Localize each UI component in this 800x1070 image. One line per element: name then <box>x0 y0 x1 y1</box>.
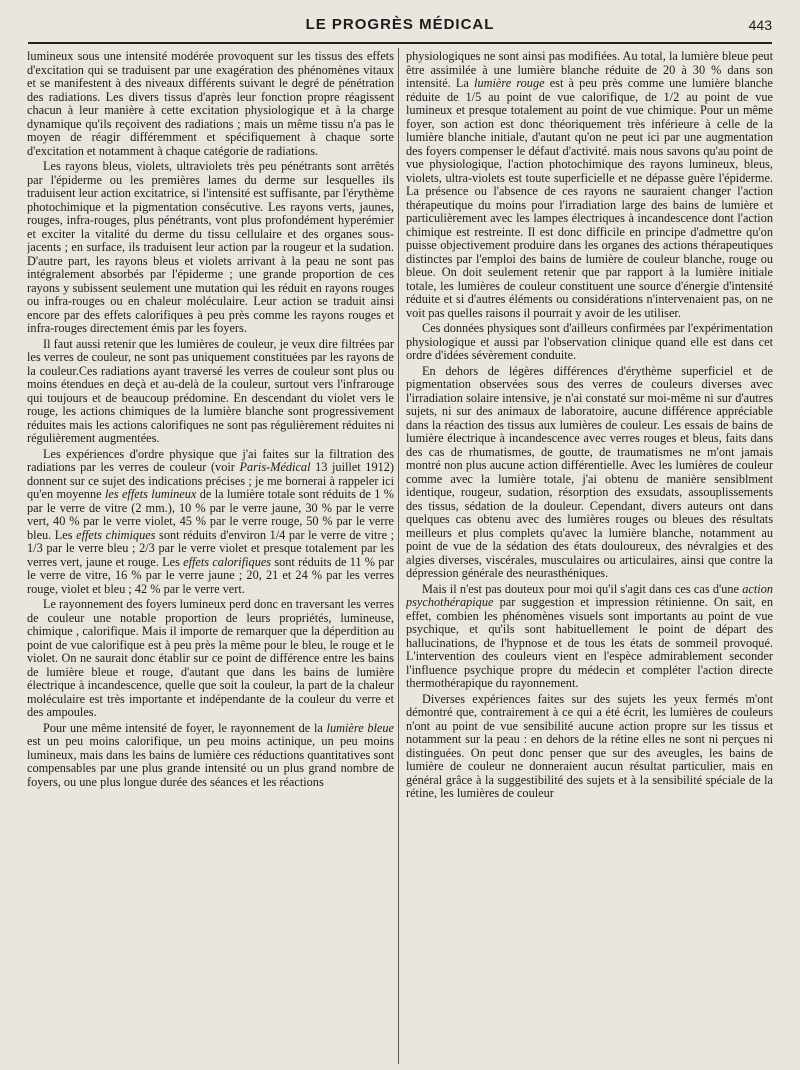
text-run: Ces données physiques sont d'ailleurs confirmées par l'expérimentation physiologique et aussi par l'observation clinique quand elle est dans cet ordre d'idées sévèrement conduite. <box>406 321 773 362</box>
paragraph <box>27 598 394 720</box>
italic-text: Paris-Médical <box>239 460 311 474</box>
italic-text: lumière rouge <box>474 76 545 90</box>
italic-text: les effets lumineux <box>104 487 197 501</box>
text-run: lumineux sous une intensité modérée provoquent sur les tissus des effets d'excitation qui se traduisent par une exagération des phénomènes vitaux et se manifestent à des niveaux différents suivant le degré de pénétration des radiations. Les divers tissus d'après leur fonction propre réagissent chacun à leur manière à cette excitation physiologique et à la charge dynamique qu'ils reçoivent des radiations ; mais un même tissu n'a pas le moyen de réagir différemment et spécifiquement à chaque sorte d'excitation et notamment à chaque catégorie de radiations. <box>27 50 394 158</box>
paragraph <box>406 693 773 801</box>
text-run: Il faut aussi retenir que les lumières de couleur, je veux dire filtrées par les verres de couleur, ne sont pas uniquement constituées par les rayons de la couleur.Ces radiations ayant traversé les verres de couleur sont plus ou moins étendues en deçà et au-delà de la couleur, surtout vers l'infrarouge qui toujours et de beaucoup prédomine. En descendant du violet vers le rouge, les actions chimiques de la lumière blanche sont progressivement réduites mais les actions calorifiques ne sont pas régulièrement réduites ni régulièrement augmentées. <box>27 336 394 445</box>
text-run: 13 juillet 1912) donnent sur ce sujet des indications précises ; je me bornerai à rappeler ici qu'en moyenne <box>27 460 394 501</box>
text-run: est un peu moins calorifique, un peu moins actinique, un peu moins lumineux, mais dans les bains de lumière ces réductions quantitatives sont compensables par une plus grande intensité ou un plus grand nombre de foyers, ou une plus longue durée des séances et les réactions <box>27 734 394 789</box>
text-run: Diverses expériences faites sur des sujets les yeux fermés m'ont démontré que, contrairement à ce qui a été écrit, les lumières de couleurs n'ont au point de vue sensibilité aucune action propre sur les tissus et notamment sur la peau : en dehors de la rétine elles ne sont ni perçues ni distinguées. On peut donc penser que sur des aveugles, les bains de lumière de couleur ne donneraient aucun résultat particulier, mais en général grâce à la suggestibilité des sujets et à la sensibilité spéciale de la rétine, les lumières de couleur <box>406 691 773 800</box>
paragraph <box>27 160 394 336</box>
text-run: En dehors de légères différences d'érythème superficiel et de pigmentation observées sous des verres de couleurs diverses avec l'irradiation solaire intensive, je n'ai constaté sur moi-même ni sur d'autres sujets, ni sur des animaux de laboratoire, aucune différence appréciable dans la réaction des tissus aux lumières de couleur. Les essais de bains de lumière électrique à incandescence avec verres rouges et bleus, faits dans des cas de rhumatismes, de goutte, de traumatismes ne m'ont jamais montré non plus aucune action différentielle. Avec les lumières de couleur comme avec la lumière totale, j'ai obtenu de manière sensiblment identique, rougeur, sudation, résorption des exsudats, assouplissements des tissus, sédation de la douleur. Cependant, divers auteurs ont dans quelques cas obtenu avec des lumières rouges ou bleues des résultats meilleurs et plus complets qu'avec la lumière blanche, notamment au point de vue de la sédation des états douloureux, des névralgies et des algies diverses, viscérales, musculaires ou articulaires, ainsi que contre la dépression générale des neurasthéniques. <box>406 363 773 580</box>
paragraph <box>406 322 773 363</box>
column-divider <box>398 48 399 1064</box>
text-run: Le rayonnement des foyers lumineux perd donc en traversant les verres de couleur une notable proportion de leurs propriétés, lumineuse, chimique , calorifique. Mais il importe de remarquer que la déperdition au point de vue calorifique est à peu près la même pour le bleu, le rouge et le violet. On ne saurait donc établir sur ce point de différence entre les bains de lumière bleue et rouge, d'autant que dans les bains de lumière électrique à incandescence, quelle que soit la couleur, la part de la chaleur moléculaire est très importante et indépendante de la couleur du verre et des ampoules. <box>27 597 394 719</box>
italic-text: effets calorifiques <box>183 554 272 569</box>
running-title: LE PROGRÈS MÉDICAL <box>305 16 495 33</box>
text-run: Les rayons bleus, violets, ultraviolets très peu pénétrants sont arrêtés par l'épiderme ou les premières lames du derme sur lesquelles ils traduisent leur action excitatrice, si l'intensité est suffisante, par l'érythème photochimique et la pigmentation consécutive. Les rayons verts, jaunes, rouges, infra-rouges, plus pénétrants, vont plus profondément hyperémier et exciter la vitalité du derme du tissu cellulaire et des organes sous-jacents ; en surface, ils traduisent leur action par la rougeur et la sudation. D'autre part, les rayons bleus et violets arrivant à la peau ne sont pas intégralement absorbés par l'épiderme ; une grande proportion de ces rayons y subissent seulement une mutation qui les réduit en rayons rouges ou infra-rouges ou en chaleur moléculaire. Leur action se traduit ainsi encore par des effets calorifiques à peu près comme les rayons rouges et infra-rouges directement émis par les foyers. <box>27 159 394 335</box>
page-header <box>28 14 772 40</box>
italic-text: effets chimiques <box>76 527 156 542</box>
page-number: 443 <box>748 17 772 33</box>
text-run: Pour une même intensité de foyer, le rayonnement de la <box>43 720 327 735</box>
paragraph <box>27 448 394 597</box>
paragraph <box>27 338 394 446</box>
paragraph <box>406 50 773 320</box>
paragraph <box>406 365 773 581</box>
text-run: sont réduits d'environ 1/4 par le verre de vitre ; 1/3 par le verre bleu ; 2/3 par le verre violet et presque totalement par les verres vert, jaune et rouge. Les <box>27 527 394 569</box>
text-run: par suggestion et impression rétinienne. On sait, en effet, combien les phénomènes visuels sont importants au point de vue psychique, et qu'ils sont habituellement le point de départ des hallucinations, de l'hypnose et de tous les états de sommeil provoqué. L'intervention des couleurs vient en l'espèce admirablement seconder l'influence psychique propre du médecin et compléter l'action directe thermothérapique du rayonnement. <box>406 595 773 690</box>
paragraph <box>27 50 394 158</box>
text-run: Mais il n'est pas douteux pour moi qu'il s'agit dans ces cas d'une <box>422 581 743 596</box>
text-run: Les expériences d'ordre physique que j'ai faites sur la filtration des radiations par les verres de couleur (voir <box>27 446 394 474</box>
italic-text: lumière bleue <box>326 720 394 735</box>
paragraph <box>27 722 394 790</box>
text-run: sont réduits de 11 % par le verre de vitre, 16 % par le verre jaune ; 20, 21 et 24 % par les verres rouge, violet et bleu ; 42 % par le verre vert. <box>27 554 394 596</box>
text-run: est à peu près comme une lumière blanche réduite de 1/5 au point de vue calorifique, de 1/2 au point de vue lumineux et presque totalement au point de vue chimique. Pour un même foyer, son action est donc théoriquement très inférieure à celle de la lumière blanche initiale, d'autant qu'on ne peut ici par une augmentation des foyers compenser le défaut d'activité. mais nous savons qu'au point de vue physiologique, l'action photochimique des rayons lumineux, bleus, violets, ultra-violets est toute superficielle et ne dépasse guère l'épiderme. La présence ou l'absence de ces rayons ne sauraient changer l'action thérapeutique du moins pour l'irradiation large des bains de lumière et particulièrement avec les lampes électriques à incandescence dont l'action chimique est restreinte. Il est donc difficile en principe d'admettre qu'on puisse objectivement produire dans les organes des actions thérapeutiques distinctes par l'emploi des bains de lumière de couleur blanche, rouge ou bleue. On doit seulement retenir que par rapport à la lumière initiale totale, les lumières de couleur constituent une source d'énergie d'intensité réduite et si d'autres éléments ou considérations n'intervenaient pas, on ne voit pas quelles raisons il pourrait y avoir de les utiliser. <box>406 76 773 320</box>
right-column <box>406 50 773 1062</box>
paragraph <box>406 583 773 691</box>
italic-text: action psychothérapique <box>406 581 773 609</box>
left-column <box>27 50 394 1062</box>
text-run: de la lumière totale sont réduits de 1 % par le verre de vitre (2 mm.), 10 % par le verre jaune, 30 % par le verre vert, 40 % par le verre violet, 45 % par le verre rouge, 50 % par le verre bleu. Les <box>27 487 394 542</box>
text-run: physiologiques ne sont ainsi pas modifiées. Au total, la lumière bleue peut être assimilée à une lumière blanche réduite de 20 à 30 % dans son intensité. La <box>406 50 773 90</box>
header-rule <box>28 42 772 44</box>
